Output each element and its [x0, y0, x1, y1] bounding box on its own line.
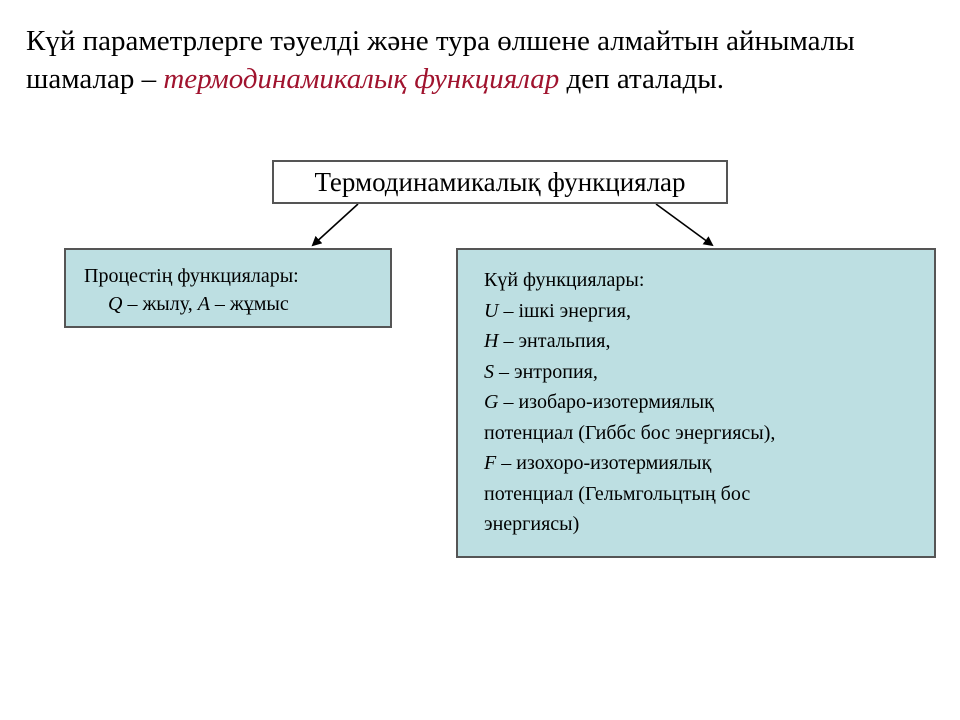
state-function-item: [484, 387, 934, 418]
state-function-text: потенциал (Гиббс бос энергиясы),: [484, 421, 776, 444]
state-functions-heading: Күй функциялары:: [484, 269, 645, 291]
a-description: – жұмыс: [209, 293, 289, 315]
highlighted-term: термодинамикалық функциялар: [163, 63, 560, 95]
state-function-text: энергиясы): [484, 513, 580, 535]
state-function-item: [484, 418, 934, 449]
process-functions-heading: Процестің функциялары:: [84, 265, 299, 287]
state-function-text: – ішкі энергия,: [498, 299, 631, 322]
state-function-item: [484, 448, 934, 479]
root-node-label: Термодинамикалық функциялар: [314, 167, 686, 197]
state-function-symbol: F: [484, 452, 497, 474]
state-function-symbol: U: [484, 299, 499, 322]
process-functions-items: [84, 290, 390, 318]
intro-line-1: Күй параметрлерге тәуелді және тура өлшене алмайтын айнымалы: [26, 25, 855, 57]
state-function-symbol: G: [484, 391, 499, 413]
q-description: – жылу,: [122, 293, 198, 315]
state-function-item: [484, 479, 934, 510]
state-function-text: – энтальпия,: [498, 330, 611, 352]
a-symbol: A: [197, 293, 210, 315]
arrow-to-process-functions: [313, 204, 358, 245]
state-function-item: [484, 326, 934, 357]
state-function-item: [484, 296, 934, 327]
state-function-text: – энтропия,: [494, 360, 598, 383]
state-function-text: потенциал (Гельмгольцтың бос: [484, 482, 751, 505]
state-function-item: [484, 357, 934, 388]
state-function-text: – изобаро-изотермиялық: [498, 391, 714, 413]
process-functions-node: [64, 248, 392, 328]
intro-line-2-suffix: деп аталады.: [559, 63, 725, 95]
intro-line-2-prefix: шамалар –: [26, 63, 164, 95]
arrow-to-state-functions: [656, 204, 712, 245]
q-symbol: Q: [108, 293, 123, 315]
state-function-symbol: S: [484, 360, 494, 383]
root-node-thermodynamic-functions: [272, 160, 728, 204]
state-function-text: – изохоро-изотермиялық: [496, 452, 712, 474]
state-functions-node: [456, 248, 936, 558]
state-function-item: [484, 509, 934, 540]
state-function-symbol: H: [484, 330, 499, 352]
